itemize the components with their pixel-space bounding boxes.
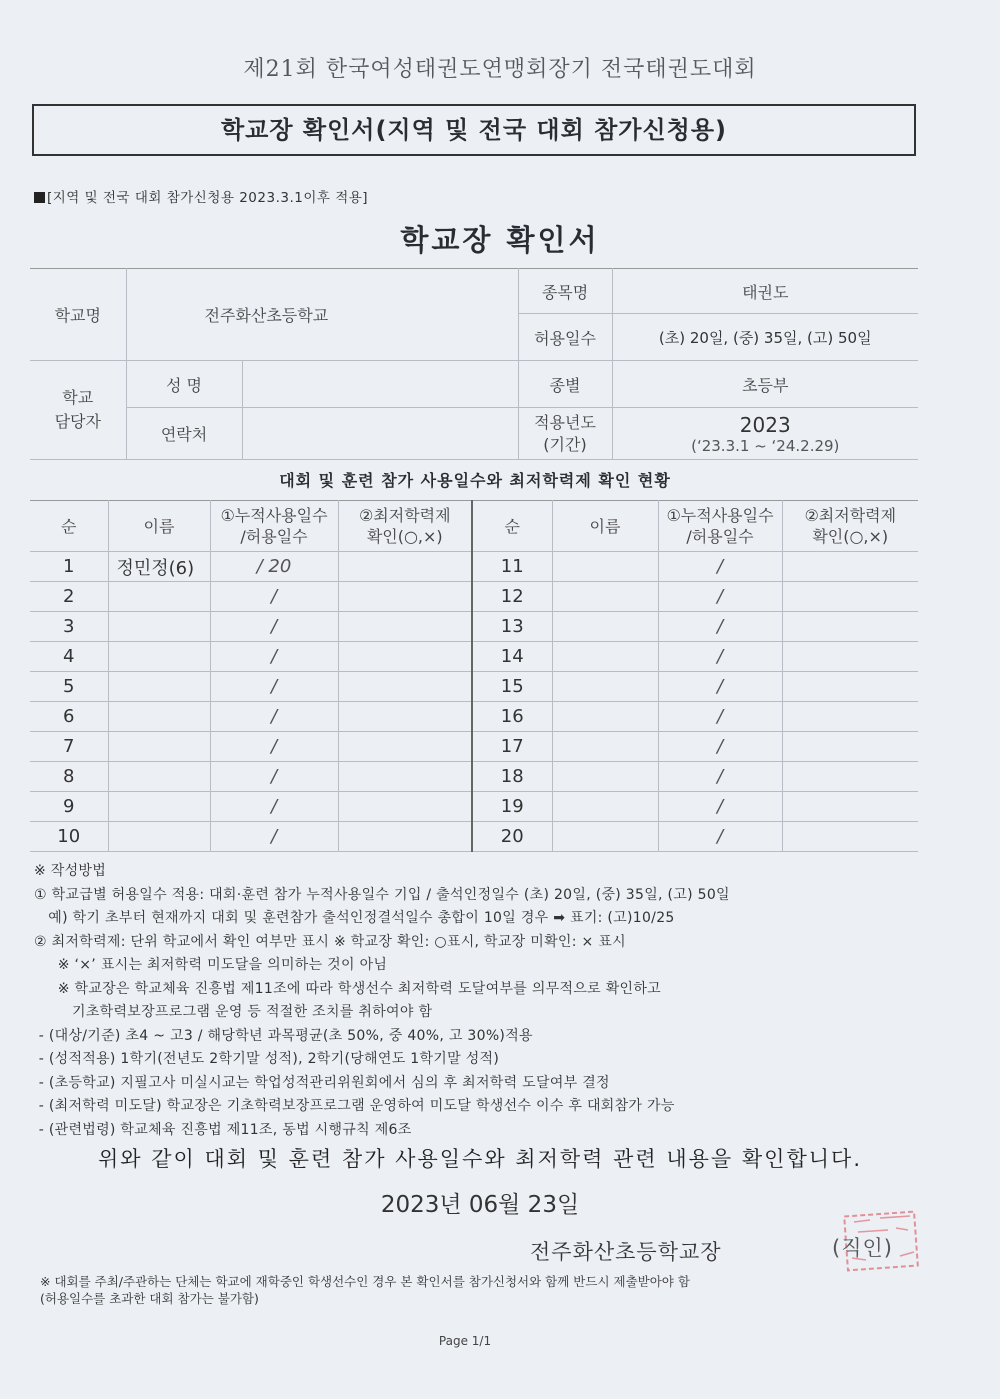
row-name bbox=[552, 702, 658, 732]
table-row bbox=[30, 582, 918, 612]
division-value: 초등부 bbox=[612, 361, 918, 408]
applicability-note-text: [지역 및 전국 대회 참가신청용 2023.3.1이후 적용] bbox=[47, 190, 369, 206]
instruction-line: ※ 작성방법 bbox=[34, 863, 107, 879]
row-number: 12 bbox=[472, 582, 552, 612]
row-cumulative-days: / bbox=[658, 762, 782, 792]
row-cumulative-days: / bbox=[210, 732, 338, 762]
row-name: 정민정(6) bbox=[108, 552, 210, 582]
instruction-line: - (최저학력 미도달) 학교장은 기초학력보장프로그램 운영하여 미도달 학생선수 이수 후 대회참가 가능 bbox=[34, 1098, 675, 1114]
principal-signature-line bbox=[530, 1236, 722, 1266]
row-name bbox=[108, 612, 210, 642]
row-minimum-check bbox=[338, 582, 472, 612]
instruction-line: - (성적적용) 1학기(전년도 2학기말 성적), 2학기(당해연도 1학기말 성적) bbox=[34, 1051, 500, 1067]
row-name bbox=[552, 552, 658, 582]
row-minimum-check bbox=[782, 672, 918, 702]
row-minimum-check bbox=[338, 822, 472, 852]
official-seal bbox=[832, 1210, 922, 1272]
table-row bbox=[30, 702, 918, 732]
table-row bbox=[30, 552, 918, 582]
row-number: 19 bbox=[472, 792, 552, 822]
name-label: 성 명 bbox=[126, 361, 242, 408]
instruction-line: ※ ‘×’ 표시는 최저학력 미도달을 의미하는 것이 아님 bbox=[34, 957, 388, 973]
row-minimum-check bbox=[782, 702, 918, 732]
row-cumulative-days: / bbox=[210, 612, 338, 642]
row-name bbox=[108, 702, 210, 732]
row-number: 16 bbox=[472, 702, 552, 732]
period-label: 적용년도 (기간) bbox=[518, 408, 612, 460]
row-cumulative-days: / bbox=[658, 582, 782, 612]
instruction-line: ① 학교급별 허용일수 적용: 대회·훈련 참가 누적사용일수 기입 / 출석인정일수 (초) 20일, (중) 35일, (고) 50일 bbox=[34, 886, 730, 903]
row-minimum-check bbox=[338, 642, 472, 672]
header-no-left: 순 bbox=[30, 501, 108, 552]
row-number: 2 bbox=[30, 582, 108, 612]
sport-value: 태권도 bbox=[612, 269, 918, 314]
row-name bbox=[552, 792, 658, 822]
header-minimum-right: ②최저학력제 확인(○,×) bbox=[782, 501, 918, 552]
row-cumulative-days: / bbox=[658, 732, 782, 762]
header-cumulative-right: ①누적사용일수 /허용일수 bbox=[658, 501, 782, 552]
row-minimum-check bbox=[782, 732, 918, 762]
instruction-line: - (초등학교) 지필고사 미실시교는 학업성적관리위원회에서 심의 후 최저학력 도달여부 결정 bbox=[34, 1074, 610, 1091]
division-label: 종별 bbox=[518, 361, 612, 408]
row-name bbox=[108, 822, 210, 852]
row-name bbox=[108, 762, 210, 792]
document-title: 학교장 확인서(지역 및 전국 대회 참가신청용) bbox=[32, 104, 916, 156]
row-cumulative-days: / bbox=[210, 792, 338, 822]
period-cell bbox=[612, 408, 918, 460]
row-number: 9 bbox=[30, 792, 108, 822]
footnote-line-1: ※ 대회를 주최/주관하는 단체는 학교에 재학중인 학생선수인 경우 본 확인서를 참가신청서와 함께 반드시 제출받아야 함 bbox=[40, 1274, 690, 1289]
form-title: 학교장 확인서 bbox=[400, 223, 600, 257]
row-name bbox=[552, 822, 658, 852]
footnote bbox=[40, 1273, 690, 1307]
row-cumulative-days: / bbox=[210, 822, 338, 852]
row-number: 3 bbox=[30, 612, 108, 642]
row-number: 14 bbox=[472, 642, 552, 672]
table-row bbox=[30, 642, 918, 672]
applicability-note bbox=[34, 186, 368, 206]
row-cumulative-days: / bbox=[210, 642, 338, 672]
row-cumulative-days: / bbox=[658, 702, 782, 732]
row-number: 1 bbox=[30, 552, 108, 582]
info-table bbox=[30, 268, 918, 460]
row-name bbox=[552, 612, 658, 642]
confirmation-statement: 위와 같이 대회 및 훈련 참가 사용일수와 최저학력 관련 내용을 확인합니다. bbox=[97, 1147, 862, 1171]
row-cumulative-days: / bbox=[210, 672, 338, 702]
table-row bbox=[30, 762, 918, 792]
row-number: 17 bbox=[472, 732, 552, 762]
row-minimum-check bbox=[338, 552, 472, 582]
row-cumulative-days: / bbox=[658, 642, 782, 672]
event-title: 제21회 한국여성태권도연맹회장기 전국태권도대회 bbox=[243, 57, 757, 82]
row-minimum-check bbox=[338, 702, 472, 732]
row-minimum-check bbox=[338, 762, 472, 792]
row-minimum-check bbox=[338, 792, 472, 822]
staff-label: 학교 담당자 bbox=[30, 361, 126, 460]
row-name bbox=[108, 672, 210, 702]
signer-name: 전주화산초등학교장 bbox=[530, 1240, 722, 1264]
row-name bbox=[108, 792, 210, 822]
square-bullet-icon bbox=[34, 192, 45, 203]
row-minimum-check bbox=[782, 612, 918, 642]
table-row bbox=[30, 612, 918, 642]
row-number: 20 bbox=[472, 822, 552, 852]
row-cumulative-days: / bbox=[210, 582, 338, 612]
instruction-line: 기초학력보장프로그램 운영 등 적절한 조치를 취하여야 함 bbox=[34, 1004, 433, 1020]
row-name bbox=[552, 672, 658, 702]
period-year: 2023 bbox=[739, 412, 791, 437]
header-name-left: 이름 bbox=[108, 501, 210, 552]
contact-value bbox=[242, 408, 518, 460]
section-title: 대회 및 훈련 참가 사용일수와 최저학력제 확인 현황 bbox=[279, 471, 671, 490]
issue-date: 2023년 06월 23일 bbox=[380, 1192, 580, 1218]
row-name bbox=[552, 642, 658, 672]
instruction-line: 예) 학기 초부터 현재까지 대회 및 훈련참가 출석인정결석일수 총합이 10일 경우 ➡ 표기: (고)10/25 bbox=[34, 910, 675, 926]
table-row bbox=[30, 792, 918, 822]
instruction-line: - (관련법령) 학교체육 진흥법 제11조, 동법 시행규칙 제6조 bbox=[34, 1121, 412, 1138]
instruction-line: - (대상/기준) 초4 ~ 고3 / 해당학년 과목평균(초 50%, 중 40%, 고 30%)적용 bbox=[34, 1027, 533, 1044]
row-number: 10 bbox=[30, 822, 108, 852]
table-row bbox=[30, 672, 918, 702]
row-number: 4 bbox=[30, 642, 108, 672]
contact-label: 연락처 bbox=[126, 408, 242, 460]
header-no-right: 순 bbox=[472, 501, 552, 552]
allowed-days-label: 허용일수 bbox=[518, 314, 612, 361]
instruction-line: ② 최저학력제: 단위 학교에서 확인 여부만 표시 ※ 학교장 확인: ○표시, 학교장 미확인: × 표시 bbox=[34, 933, 626, 950]
page-number: Page 1/1 bbox=[438, 1334, 492, 1348]
row-minimum-check bbox=[782, 642, 918, 672]
row-number: 15 bbox=[472, 672, 552, 702]
row-name bbox=[552, 732, 658, 762]
table-row bbox=[30, 822, 918, 852]
row-cumulative-days: / bbox=[658, 612, 782, 642]
row-cumulative-days: / bbox=[658, 792, 782, 822]
row-cumulative-days: / 20 bbox=[210, 552, 338, 582]
footnote-line-2: (허용일수를 초과한 대회 참가는 불가함) bbox=[40, 1291, 259, 1306]
row-minimum-check bbox=[782, 822, 918, 852]
header-name-right: 이름 bbox=[552, 501, 658, 552]
row-cumulative-days: / bbox=[210, 702, 338, 732]
row-minimum-check bbox=[338, 612, 472, 642]
row-minimum-check bbox=[782, 552, 918, 582]
instruction-line: ※ 학교장은 학교체육 진흥법 제11조에 따라 학생선수 최저학력 도달여부를 의무적으로 확인하고 bbox=[34, 980, 662, 997]
row-number: 5 bbox=[30, 672, 108, 702]
row-cumulative-days: / bbox=[210, 762, 338, 792]
table-row bbox=[30, 732, 918, 762]
row-minimum-check bbox=[338, 672, 472, 702]
row-number: 8 bbox=[30, 762, 108, 792]
school-value: 전주화산초등학교 bbox=[126, 269, 518, 361]
row-number: 7 bbox=[30, 732, 108, 762]
participation-table bbox=[30, 500, 918, 852]
row-number: 13 bbox=[472, 612, 552, 642]
instructions bbox=[34, 860, 914, 1142]
name-value bbox=[242, 361, 518, 408]
allowed-days-value: (초) 20일, (중) 35일, (고) 50일 bbox=[612, 314, 918, 361]
row-name bbox=[552, 582, 658, 612]
row-name bbox=[108, 582, 210, 612]
header-cumulative-left: ①누적사용일수 /허용일수 bbox=[210, 501, 338, 552]
row-name bbox=[108, 642, 210, 672]
sport-label: 종목명 bbox=[518, 269, 612, 314]
row-name bbox=[552, 762, 658, 792]
row-cumulative-days: / bbox=[658, 672, 782, 702]
row-number: 6 bbox=[30, 702, 108, 732]
row-name bbox=[108, 732, 210, 762]
row-number: 18 bbox=[472, 762, 552, 792]
row-cumulative-days: / bbox=[658, 552, 782, 582]
school-label: 학교명 bbox=[30, 269, 126, 361]
row-minimum-check bbox=[782, 792, 918, 822]
period-range: (‘23.3.1 ~ ‘24.2.29) bbox=[691, 436, 840, 455]
row-minimum-check bbox=[782, 762, 918, 792]
header-minimum-left: ②최저학력제 확인(○,×) bbox=[338, 501, 472, 552]
row-number: 11 bbox=[472, 552, 552, 582]
row-minimum-check bbox=[338, 732, 472, 762]
row-minimum-check bbox=[782, 582, 918, 612]
seal-label: (직인) bbox=[832, 1236, 893, 1260]
row-cumulative-days: / bbox=[658, 822, 782, 852]
